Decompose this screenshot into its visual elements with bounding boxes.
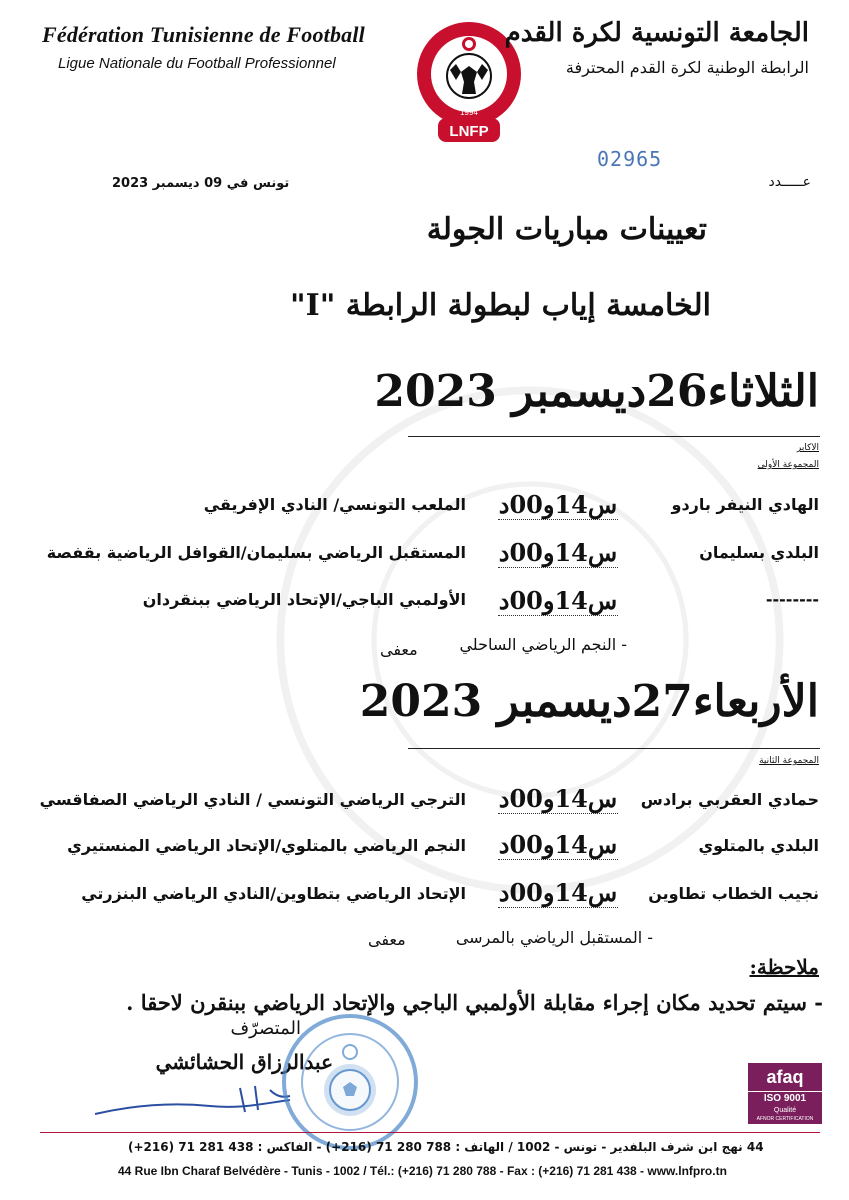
day1-match2-venue: البلدي بسليمان: [699, 543, 819, 562]
logo-year-text: 1994: [460, 108, 478, 117]
federation-title-fr: Fédération Tunisienne de Football: [42, 22, 365, 47]
day1-heading: الثلاثاء26ديسمبر 2023: [374, 366, 819, 417]
day1-bye-team: - النجم الرياضي الساحلي: [459, 635, 627, 654]
day2-heading: الأربعاء27ديسمبر 2023: [359, 676, 819, 727]
day2-match2-time: س14و00د: [498, 830, 618, 859]
day2-match3-teams: الإتحاد الرياضي بتطاوين/النادي الرياضي البنزرتي: [81, 884, 466, 903]
day1-match1-venue: الهادي النيفر باردو: [671, 495, 819, 514]
signatory-title: المتصرّف: [230, 1018, 301, 1039]
day1-match1-time: س14و00د: [498, 490, 618, 519]
day1-match2-teams: المستقبل الرياضي بسليمان/القوافل الرياضية بقفصة: [46, 543, 466, 562]
day2-match2-venue: البلدي بالمتلوي: [698, 836, 819, 855]
day1-match3-time: س14و00د: [498, 586, 618, 615]
reference-label: عـــــدد: [768, 174, 811, 190]
registration-stamp-number: 02965: [597, 147, 663, 171]
page-subtitle: الخامسة إياب لبطولة الرابطة "I": [290, 288, 711, 323]
footer-address-fr: 44 Rue Ibn Charaf Belvédère - Tunis - 1002 / Tél.: (+216) 71 280 788 - Fax : (+216) 71 281 438 - www.lnfpro.tn: [118, 1164, 727, 1178]
day2-bye-label: معفى: [368, 930, 406, 949]
afaq-qualite: Qualité: [748, 1106, 822, 1115]
afaq-cert: AFNOR CERTIFICATION: [748, 1115, 822, 1124]
league-subtitle-fr: Ligue Nationale du Football Professionnel: [58, 55, 336, 72]
day2-rule: [408, 748, 820, 749]
signatory-name: عبدالرزاق الحشائشي: [155, 1050, 333, 1074]
day2-match3-venue: نجيب الخطاب تطاوين: [648, 884, 819, 903]
footer-rule: [40, 1132, 820, 1133]
footer-address-ar: 44 نهج ابن شرف البلفدير - تونس - 1002 / الهاتف : 788 280 71 (216+) - الفاكس : 438 281 71 (216+): [128, 1140, 764, 1154]
day1-bye-label: معفى: [380, 640, 418, 659]
afaq-certification-badge: [748, 1063, 822, 1123]
note-text: - سيتم تحديد مكان إجراء مقابلة الأولمبي الباجي والإتحاد الرياضي ببنقرن لاحقا .: [126, 990, 823, 1015]
day2-match1-teams: الترجي الرياضي التونسي / النادي الرياضي الصفاقسي: [39, 790, 466, 809]
day1-match2-time: س14و00د: [498, 538, 618, 567]
day2-match1-venue: حمادي العقربي برادس: [640, 790, 819, 809]
document-date: تونس في 09 ديسمبر 2023: [112, 176, 290, 191]
day2-bye-team: - المستقبل الرياضي بالمرسى: [455, 928, 653, 947]
logo-lnfp-text: LNFP: [449, 123, 489, 140]
afaq-brand: afaq: [748, 1063, 822, 1091]
league-subtitle-ar: الرابطة الوطنية لكرة القدم المحترفة: [565, 58, 809, 77]
day1-match3-venue: --------: [765, 590, 819, 609]
page-title: تعيينات مباريات الجولة: [426, 212, 707, 247]
day1-category-label: الاكابر: [796, 443, 819, 453]
day1-match1-teams: الملعب التونسي/ النادي الإفريقي: [203, 495, 466, 514]
day1-match3-teams: الأولمبي الباجي/الإتحاد الرياضي ببنقردان: [142, 590, 466, 609]
note-heading: ملاحظة:: [749, 955, 819, 979]
day1-group-label: المجموعة الأولى: [757, 460, 819, 470]
day2-match2-teams: النجم الرياضي بالمتلوي/الإتحاد الرياضي المنستيري: [67, 836, 466, 855]
federation-title-ar: الجامعة التونسية لكرة القدم: [504, 18, 809, 48]
official-stamp-icon: [280, 1012, 420, 1152]
day1-rule: [408, 436, 820, 437]
afaq-iso: ISO 9001: [748, 1091, 822, 1106]
day2-group-label: المجموعة الثانية: [759, 756, 819, 766]
day2-match1-time: س14و00د: [498, 784, 618, 813]
day2-match3-time: س14و00د: [498, 878, 618, 907]
